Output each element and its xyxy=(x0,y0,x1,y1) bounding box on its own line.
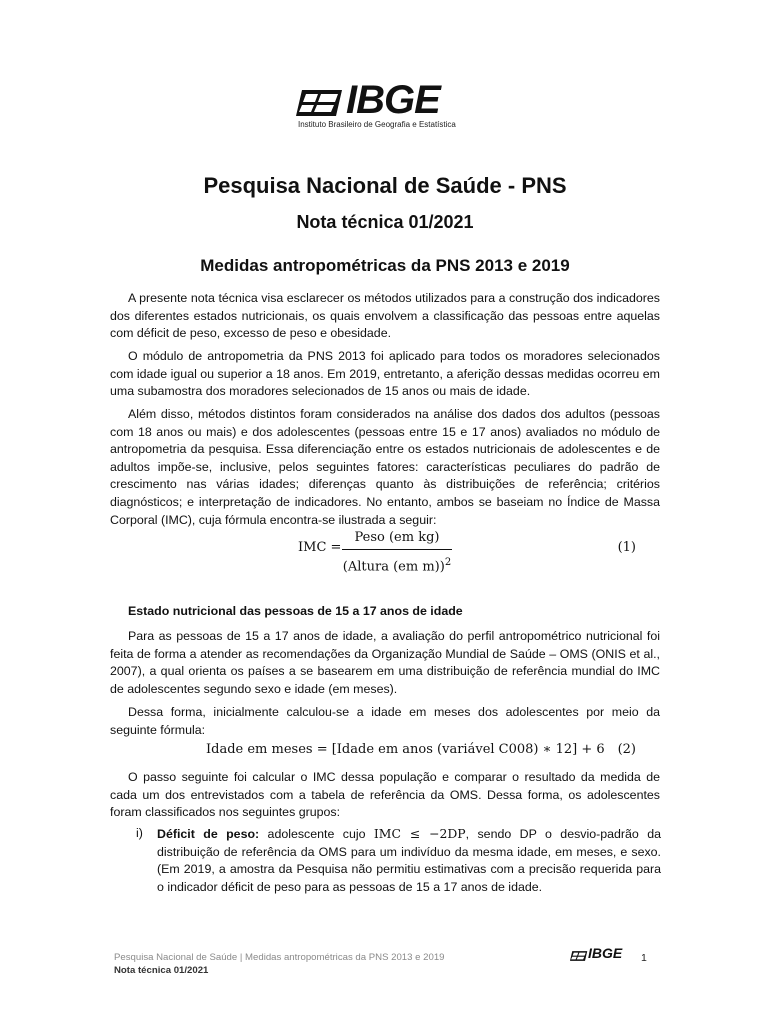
list-text-after: , sendo DP o desvio-padrão da distribuição de referência da OMS para um indivíduo da mesma idade, em meses, e sexo. (Em 2019, a amostra da Pesquisa não permitiu estimativas com a precisão requerida para o indicador déficit de peso para as pessoas de 15 a 17 anos de idade. xyxy=(157,827,661,894)
footer-line2: Nota técnica 01/2021 xyxy=(114,965,209,976)
footer-line1: Pesquisa Nacional de Saúde | Medidas antropométricas da PNS 2013 e 2019 xyxy=(114,952,445,963)
logo-wordmark: IBGE xyxy=(346,78,440,122)
paragraph-adolescents: Para as pessoas de 15 a 17 anos de idade, a avaliação do perfil antropométrico nutricional foi feita de forma a atender as recomendações da Organização Mundial de Saúde – OMS (ONIS et al., 2007), a qual orienta os países a se basearem em uma distribuição de referência mundial do IMC de adolescentes segundo sexo e idade (em meses). xyxy=(110,629,660,696)
formula-imc-lhs: IMC = xyxy=(298,540,342,555)
ibge-logo xyxy=(296,78,476,134)
footer-logo-wordmark: IBGE xyxy=(588,945,623,961)
formula-imc-number: (1) xyxy=(617,540,636,555)
formula-imc xyxy=(298,528,662,580)
section-heading: Estado nutricional das pessoas de 15 a 17 anos de idade xyxy=(128,604,463,618)
paragraph-age-formula-intro: Dessa forma, inicialmente calculou-se a idade em meses dos adolescentes por meio da seguinte fórmula: xyxy=(110,705,660,737)
logo-subtitle: Instituto Brasileiro de Geografia e Estatística xyxy=(298,120,456,129)
document-subject: Medidas antropométricas da PNS 2013 e 2019 xyxy=(200,256,570,275)
footer-text xyxy=(114,952,445,976)
formula-imc-denominator-group xyxy=(342,551,452,575)
list-item-body xyxy=(157,825,661,896)
formula-imc-exponent: 2 xyxy=(444,557,452,568)
list-inline-math: IMC ≤ −2DP xyxy=(373,826,466,841)
ibge-logo-mark-icon xyxy=(296,88,344,118)
formula-imc-numerator: Peso (em kg) xyxy=(354,530,440,545)
paragraph-next-step: O passo seguinte foi calcular o IMC dessa população e comparar o resultado da medida de cada um dos entrevistados com a tabela de referência da OMS. Dessa forma, os adolescentes foram classificados nos seguintes grupos: xyxy=(110,770,660,820)
list-marker: i) xyxy=(136,826,143,840)
footer-logo-mark-icon xyxy=(570,950,588,962)
footer-logo xyxy=(570,945,632,964)
formula-age-months xyxy=(206,742,636,764)
fraction-bar xyxy=(342,549,452,550)
paragraph-module: O módulo de antropometria da PNS 2013 foi aplicado para todos os moradores selecionados com idade igual ou superior a 18 anos. Em 2019, entretanto, a aferição dessas medidas ocorreu em uma subamostra dos moradores selecionados de 15 anos ou mais de idade. xyxy=(110,349,660,399)
paragraph-methods: Além disso, métodos distintos foram considerados na análise dos dados dos adultos (pessoas com 18 anos ou mais) e dos adolescentes (pessoas entre 15 e 17 anos) avaliados no módulo de antropometria da pesquisa. Essa diferenciação entre os estados nutricionais de adolescentes e de adultos impõe-se, inclusive, pelos seguintes fatores: características peculiares do padrão de crescimento nas várias idades; diferenças quanto às distribuições de referência; critérios diagnósticos; e interpretação de indicadores. No entanto, ambos se baseiam no Índice de Massa Corporal (IMC), cuja fórmula encontra-se ilustrada a seguir: xyxy=(110,407,660,527)
formula-age-expression: Idade em meses = [Idade em anos (variável C008) ∗ 12] + 6 xyxy=(206,742,605,757)
formula-imc-fraction xyxy=(342,528,452,575)
paragraph-intro: A presente nota técnica visa esclarecer os métodos utilizados para a construção dos indicadores dos diferentes estados nutricionais, os quais envolvem a classificação das pessoas entre aquelas com déficit de peso, excesso de peso e obesidade. xyxy=(110,291,660,341)
formula-age-number: (2) xyxy=(617,742,636,757)
list-item-term: Déficit de peso: xyxy=(157,827,260,841)
document-title: Pesquisa Nacional de Saúde - PNS xyxy=(203,173,567,198)
formula-imc-denominator: (Altura (em m)) xyxy=(342,559,445,575)
list-text-before: adolescente cujo xyxy=(259,827,374,841)
page-number: 1 xyxy=(641,952,647,964)
note-number: Nota técnica 01/2021 xyxy=(296,212,474,232)
